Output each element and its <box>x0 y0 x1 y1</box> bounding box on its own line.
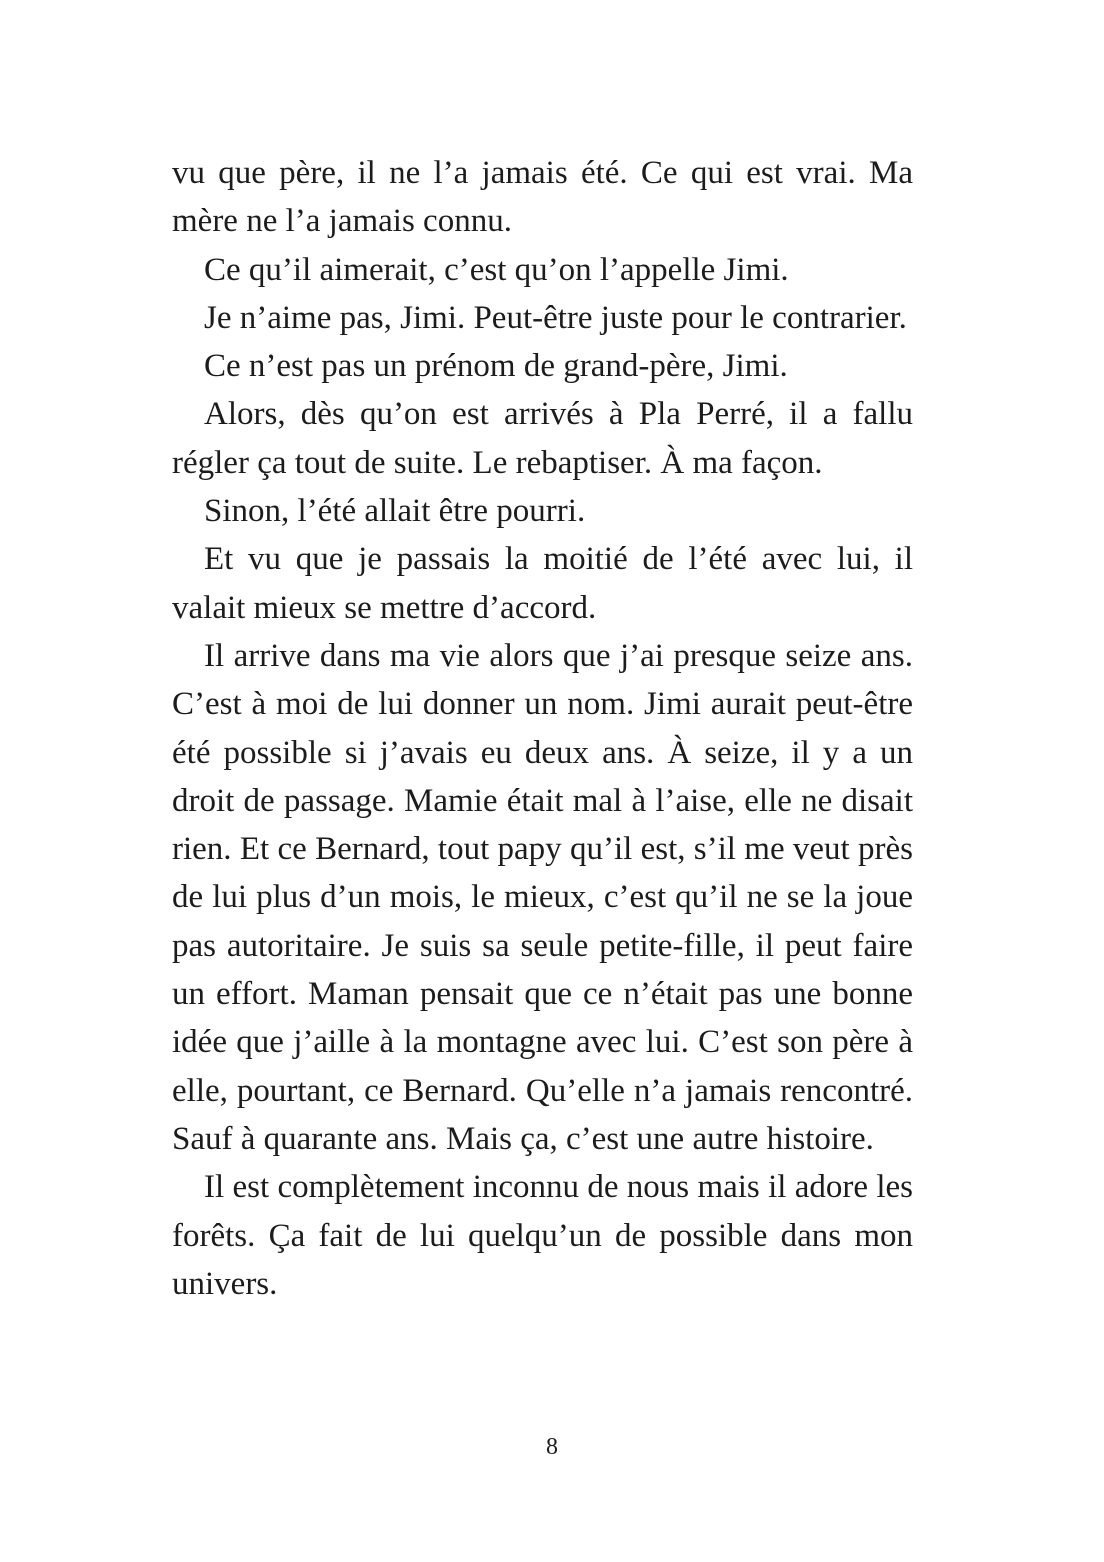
paragraph: Il est complètement inconnu de nous mais il adore les forêts. Ça fait de lui quelqu’un de possible dans mon univers. <box>172 1169 913 1302</box>
paragraph: Et vu que je passais la moitié de l’été avec lui, il valait mieux se mettre d’accord. <box>172 541 913 626</box>
page-number: 8 <box>546 1434 558 1460</box>
paragraph-continuation: vu que père, il ne l’a jamais été. Ce qui est vrai. Ma mère ne l’a jamais connu. <box>172 155 913 240</box>
paragraph: Je n’aime pas, Jimi. Peut-être juste pour le contrarier. <box>204 299 907 336</box>
paragraph: Ce qu’il aimerait, c’est qu’on l’appelle Jimi. <box>204 251 789 288</box>
body-text <box>172 149 913 1308</box>
paragraph: Alors, dès qu’on est arrivés à Pla Perré, il a fallu régler ça tout de suite. Le rebaptiser. À ma façon. <box>172 396 913 481</box>
paragraph: Sinon, l’été allait être pourri. <box>204 493 586 530</box>
paragraph: Ce n’est pas un prénom de grand-père, Jimi. <box>204 348 788 385</box>
paragraph: Il arrive dans ma vie alors que j’ai presque seize ans. C’est à moi de lui donner un nom. Jimi aurait peut-être été possible si j’avais eu deux ans. À seize, il y a un droit de passage. Mamie était mal à l’aise, elle ne disait rien. Et ce Bernard, tout papy qu’il est, s’il me veut près de lui plus d’un mois, le mieux, c’est qu’il ne se la joue pas autoritaire. Je suis sa seule petite-fille, il peut faire un effort. Maman pensait que ce n’était pas une bonne idée que j’aille à la montagne avec lui. C’est son père à elle, pourtant, ce Bernard. Qu’elle n’a jamais rencontré. Sauf à quarante ans. Mais ça, c’est une autre histoire. <box>172 637 913 1157</box>
